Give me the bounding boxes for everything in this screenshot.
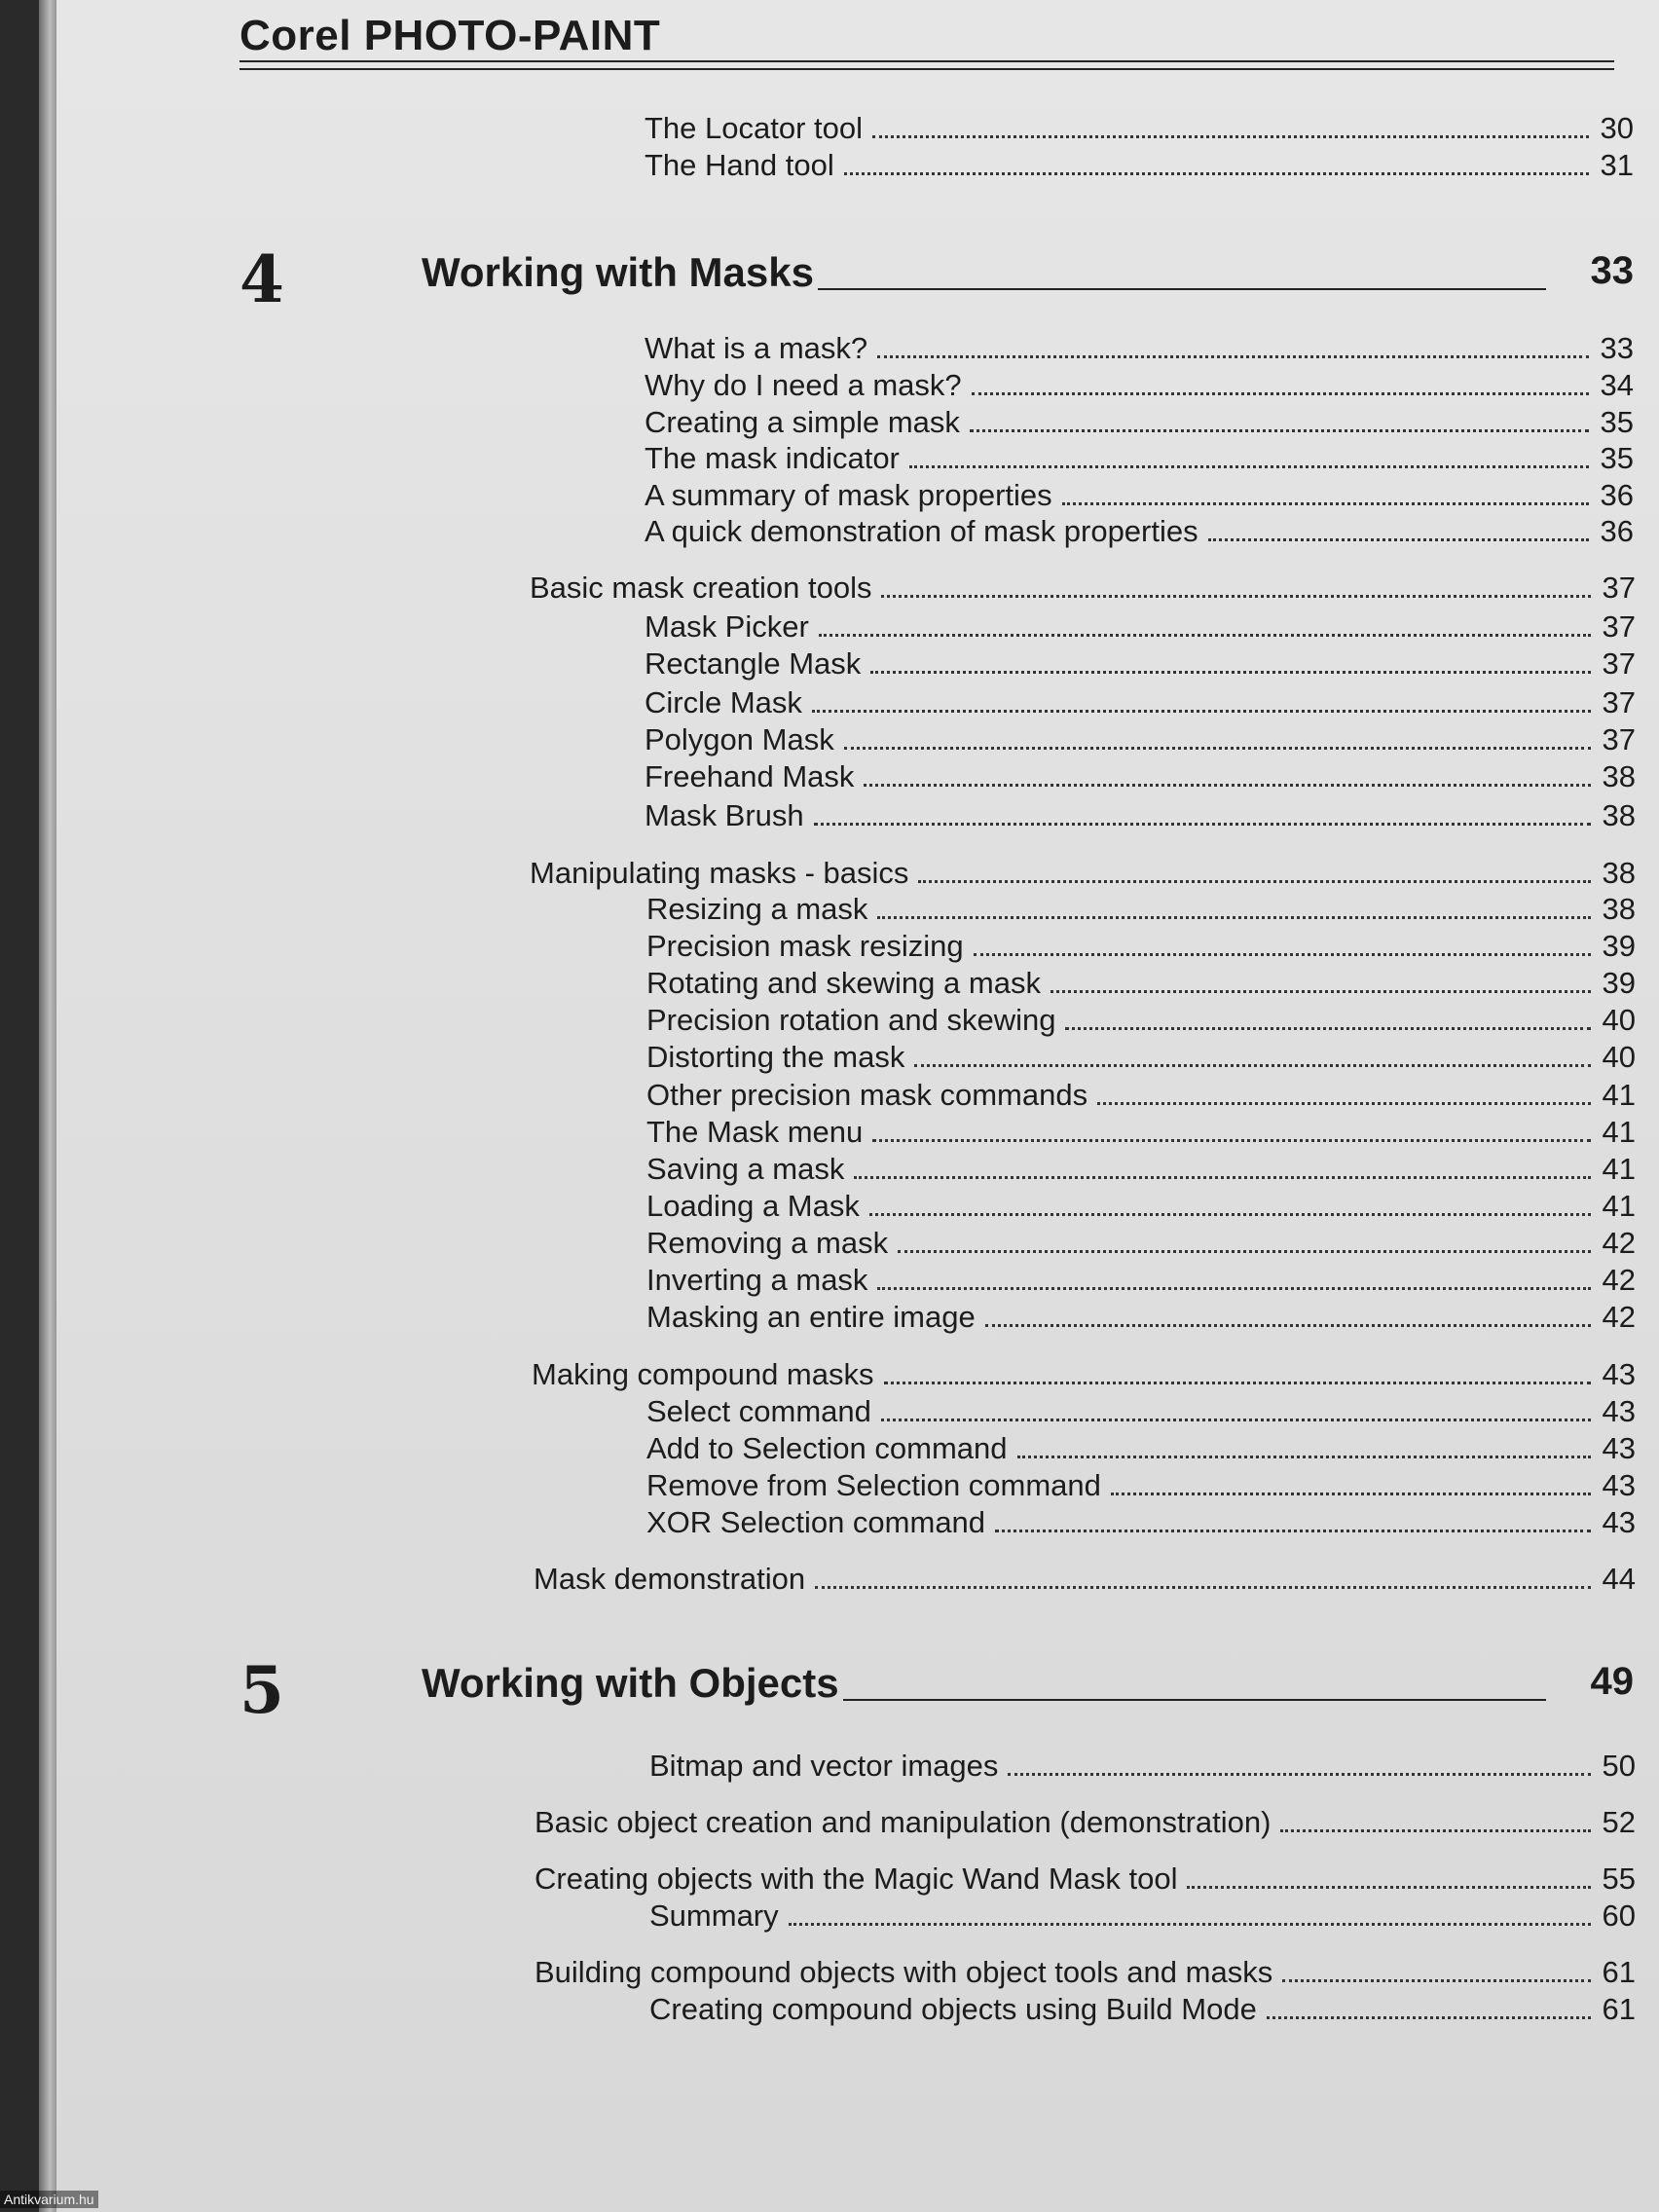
toc-entry-label: Mask Picker (645, 609, 809, 644)
toc-entry-page: 33 (1600, 331, 1634, 365)
toc-entry-page: 41 (1602, 1115, 1636, 1149)
toc-entry-page: 37 (1602, 646, 1636, 681)
toc-entry-label: The Mask menu (646, 1115, 864, 1149)
toc-entry-page: 37 (1602, 609, 1636, 644)
dot-leader (877, 1287, 1591, 1290)
toc-entry[interactable] (645, 797, 1636, 834)
toc-entry[interactable] (645, 147, 1634, 184)
toc-entry-page: 50 (1602, 1749, 1636, 1783)
toc-entry-label: Add to Selection command (646, 1431, 1008, 1465)
header-rule (240, 68, 1614, 70)
chapter-number: 5 (240, 1652, 284, 1728)
dot-leader (1267, 2016, 1591, 2019)
toc-entry-label: Rectangle Mask (645, 646, 862, 681)
dot-leader (1051, 990, 1591, 993)
toc-entry[interactable] (646, 965, 1636, 1002)
dot-leader (1065, 1027, 1591, 1030)
dot-leader (844, 172, 1589, 175)
dot-leader (1111, 1493, 1591, 1495)
toc-entry[interactable] (646, 1299, 1636, 1336)
toc-entry-label: Loading a Mask (646, 1189, 860, 1223)
toc-entry-label: Removing a mask (646, 1226, 889, 1260)
toc-entry[interactable] (645, 477, 1634, 514)
toc-entry-page: 38 (1602, 759, 1636, 793)
toc-entry-page: 43 (1602, 1357, 1636, 1391)
toc-entry-page: 43 (1602, 1394, 1636, 1428)
dot-leader (909, 465, 1589, 468)
dot-leader (877, 355, 1589, 358)
toc-entry-label: The Hand tool (645, 148, 834, 182)
toc-entry-page: 35 (1600, 405, 1634, 439)
header-rule (240, 60, 1614, 62)
toc-entry-page: 44 (1602, 1562, 1636, 1596)
dot-leader (1187, 1886, 1591, 1889)
dot-leader (864, 784, 1591, 787)
toc-entry-page: 42 (1602, 1263, 1636, 1297)
watermark: Antikvarium.hu (0, 2191, 98, 2208)
toc-entry-label: Creating compound objects using Build Mode (649, 1992, 1257, 2026)
dot-leader (1282, 1979, 1591, 1982)
toc-entry-label: Bitmap and vector images (649, 1749, 999, 1783)
toc-entry[interactable] (649, 1898, 1636, 1935)
toc-entry-label: The Locator tool (645, 111, 864, 145)
toc-entry-label: Precision rotation and skewing (646, 1003, 1056, 1037)
toc-entry-label: Why do I need a mask? (645, 368, 962, 402)
dot-leader (898, 1250, 1591, 1253)
toc-entry-page: 34 (1600, 368, 1634, 402)
toc-entry[interactable] (646, 1393, 1636, 1430)
dot-leader (789, 1923, 1591, 1926)
dot-leader (985, 1324, 1591, 1327)
dot-leader (884, 1382, 1592, 1384)
toc-entry-page: 60 (1602, 1899, 1636, 1933)
toc-entry[interactable] (535, 1804, 1636, 1841)
toc-entry[interactable] (645, 684, 1636, 721)
dot-leader (1280, 1829, 1591, 1832)
toc-entry-page: 38 (1602, 892, 1636, 926)
toc-entry-page: 40 (1602, 1040, 1636, 1074)
toc-entry[interactable] (646, 1504, 1636, 1541)
dot-leader (815, 1586, 1591, 1589)
toc-entry-page: 38 (1602, 798, 1636, 832)
toc-entry[interactable] (646, 1225, 1636, 1262)
chapter-heading-5 (240, 1652, 1634, 1728)
toc-entry-label: What is a mask? (645, 331, 868, 365)
toc-entry-page: 61 (1602, 1955, 1636, 1989)
toc-entry-page: 42 (1602, 1226, 1636, 1260)
toc-entry[interactable] (645, 645, 1636, 682)
toc-entry[interactable] (645, 330, 1634, 367)
dot-leader (1008, 1773, 1591, 1776)
dot-leader (1097, 1102, 1591, 1105)
toc-entry-page: 41 (1602, 1189, 1636, 1223)
chapter-page-number: 33 (1590, 249, 1634, 292)
toc-entry[interactable] (646, 1002, 1636, 1039)
running-head: Corel PHOTO-PAINT (240, 12, 661, 59)
dot-leader (970, 429, 1589, 432)
toc-entry-label: Mask Brush (645, 798, 804, 832)
toc-entry-page: 36 (1600, 478, 1634, 512)
toc-entry-label: Basic mask creation tools (530, 571, 872, 605)
dot-leader (918, 880, 1591, 883)
toc-entry-page: 40 (1602, 1003, 1636, 1037)
toc-entry-page: 38 (1602, 856, 1636, 890)
dot-leader (869, 1213, 1591, 1216)
toc-entry-label: Polygon Mask (645, 722, 834, 756)
toc-entry-label: Masking an entire image (646, 1300, 976, 1334)
dot-leader (814, 823, 1591, 826)
toc-entry-page: 37 (1602, 571, 1636, 605)
dot-leader (881, 1419, 1591, 1421)
toc-entry[interactable] (646, 1151, 1636, 1188)
toc-entry-page: 55 (1602, 1862, 1636, 1896)
chapter-heading-4 (240, 241, 1634, 317)
toc-entry-page: 61 (1602, 1992, 1636, 2026)
toc-entry-label: Saving a mask (646, 1152, 845, 1186)
toc-entry-label: Building compound objects with object tools and masks (535, 1955, 1273, 1989)
toc-entry-page: 43 (1602, 1468, 1636, 1502)
toc-entry-label: Mask demonstration (534, 1562, 806, 1596)
toc-entry-page: 30 (1600, 111, 1634, 145)
toc-entry-page: 42 (1602, 1300, 1636, 1334)
toc-entry-label: Select command (646, 1394, 871, 1428)
toc-entry-page: 36 (1600, 514, 1634, 548)
dot-leader (881, 595, 1591, 598)
toc-entry[interactable] (530, 570, 1636, 607)
toc-entry-label: Remove from Selection command (646, 1468, 1101, 1502)
chapter-page-number: 49 (1590, 1660, 1634, 1703)
toc-entry-page: 41 (1602, 1078, 1636, 1112)
dot-leader (1062, 502, 1589, 505)
dot-leader (872, 1139, 1591, 1142)
dot-leader (974, 953, 1591, 956)
dot-leader (1208, 538, 1589, 541)
toc-entry[interactable] (646, 1188, 1636, 1225)
toc-entry-label: Creating objects with the Magic Wand Mask tool (535, 1862, 1178, 1896)
dot-leader (914, 1064, 1591, 1067)
toc-entry-page: 37 (1602, 685, 1636, 719)
toc-entry-page: 43 (1602, 1431, 1636, 1465)
toc-entry[interactable] (530, 855, 1636, 892)
book-page (56, 0, 1659, 2212)
toc-entry[interactable] (534, 1561, 1636, 1598)
toc-entry-page: 37 (1602, 722, 1636, 756)
chapter-title: Working with Masks (422, 249, 814, 295)
dot-leader (812, 710, 1591, 713)
dot-leader (972, 392, 1589, 395)
chapter-title-row (422, 1660, 1556, 1707)
dot-leader (819, 634, 1591, 637)
toc-entry-label: Making compound masks (532, 1357, 874, 1391)
toc-entry-label: Circle Mask (645, 685, 802, 719)
dot-leader (995, 1530, 1591, 1532)
dot-leader (854, 1176, 1591, 1179)
toc-entry[interactable] (645, 721, 1636, 758)
toc-entry[interactable] (645, 110, 1634, 147)
toc-entry[interactable] (646, 1039, 1636, 1076)
toc-entry-page: 52 (1602, 1805, 1636, 1839)
toc-entry-page: 41 (1602, 1152, 1636, 1186)
toc-entry-label: Creating a simple mask (645, 405, 960, 439)
toc-entry[interactable] (645, 440, 1634, 477)
toc-entry[interactable] (649, 1748, 1636, 1785)
toc-entry-label: Precision mask resizing (646, 929, 964, 963)
toc-entry[interactable] (646, 928, 1636, 965)
toc-entry[interactable] (646, 891, 1636, 928)
dot-leader (1017, 1456, 1592, 1458)
toc-entry-label: Resizing a mask (646, 892, 868, 926)
toc-entry[interactable] (646, 1262, 1636, 1299)
toc-entry-label: Rotating and skewing a mask (646, 966, 1041, 1000)
toc-entry[interactable] (645, 367, 1634, 404)
dot-leader (872, 135, 1589, 138)
toc-entry[interactable] (646, 1430, 1636, 1467)
toc-entry[interactable] (646, 1467, 1636, 1504)
toc-entry-page: 43 (1602, 1505, 1636, 1539)
toc-entry[interactable] (646, 1114, 1636, 1151)
toc-entry-label: Freehand Mask (645, 759, 855, 793)
toc-entry-label: Other precision mask commands (646, 1078, 1088, 1112)
toc-entry-label: A summary of mask properties (645, 478, 1052, 512)
toc-entry[interactable] (645, 758, 1636, 795)
toc-entry-label: Inverting a mask (646, 1263, 868, 1297)
toc-entry-label: Summary (649, 1899, 779, 1933)
toc-entry[interactable] (645, 513, 1634, 550)
toc-entry-page: 39 (1602, 966, 1636, 1000)
chapter-number: 4 (240, 241, 284, 317)
toc-entry-label: A quick demonstration of mask properties (645, 514, 1198, 548)
dot-leader (844, 747, 1591, 750)
toc-entry[interactable] (535, 1861, 1636, 1898)
toc-entry-label: Manipulating masks - basics (530, 856, 909, 890)
toc-entry-page: 39 (1602, 929, 1636, 963)
toc-entry[interactable] (535, 1954, 1636, 1991)
toc-entry[interactable] (646, 1077, 1636, 1114)
toc-entry[interactable] (532, 1356, 1636, 1393)
toc-entry-label: Distorting the mask (646, 1040, 905, 1074)
dot-leader (877, 916, 1591, 919)
toc-entry[interactable] (645, 608, 1636, 645)
chapter-rule (843, 1699, 1546, 1701)
toc-entry[interactable] (649, 1991, 1636, 2028)
toc-entry-page: 31 (1600, 148, 1634, 182)
chapter-rule (818, 288, 1546, 290)
toc-entry-label: The mask indicator (645, 441, 900, 475)
toc-entry[interactable] (645, 404, 1634, 441)
toc-entry-page: 35 (1600, 441, 1634, 475)
dot-leader (870, 671, 1591, 674)
chapter-title-row (422, 249, 1556, 296)
toc-entry-label: Basic object creation and manipulation (demonstration) (535, 1805, 1272, 1839)
toc-entry-label: XOR Selection command (646, 1505, 986, 1539)
chapter-title: Working with Objects (422, 1660, 839, 1706)
